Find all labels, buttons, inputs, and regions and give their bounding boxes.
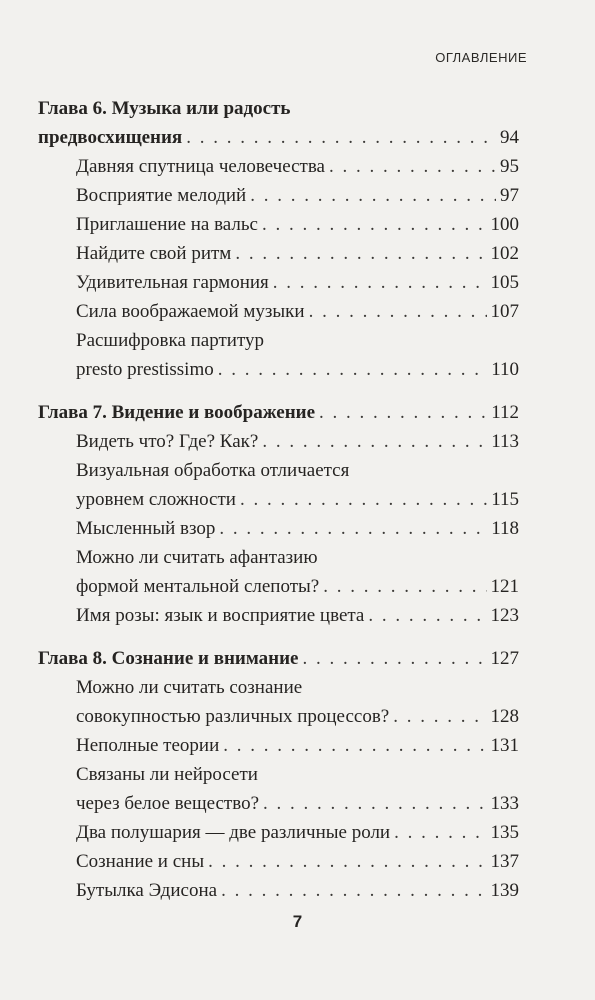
entry-title: Можно ли считать афантазию — [76, 547, 318, 568]
dot-leader — [323, 572, 486, 601]
toc-entry-line — [38, 543, 519, 572]
entry-title: Найдите свой ритм — [76, 243, 232, 264]
entry-title: через белое вещество? — [76, 793, 259, 814]
dot-leader — [329, 152, 496, 181]
dot-leader — [393, 702, 486, 731]
dot-leader — [394, 818, 486, 847]
entry-title: уровнем сложности — [76, 489, 236, 510]
entry-title: Два полушария — две различные роли — [76, 822, 391, 843]
page-ref: 131 — [490, 735, 519, 756]
toc-entry — [38, 239, 519, 268]
dot-leader — [218, 355, 487, 384]
dot-leader — [263, 789, 487, 818]
toc-entry — [38, 297, 519, 326]
dot-leader — [235, 239, 486, 268]
dot-leader — [223, 731, 486, 760]
dot-leader — [208, 847, 486, 876]
chapter-entry — [38, 644, 519, 673]
page-ref: 105 — [490, 272, 519, 293]
page-ref: 128 — [490, 706, 519, 727]
entry-title: Неполные теории — [76, 735, 220, 756]
toc-entry-line — [38, 673, 519, 702]
dot-leader — [240, 485, 487, 514]
toc-entry — [38, 181, 519, 210]
entry-title: Сила воображаемой музыки — [76, 301, 305, 322]
chapter-title: Глава 6. Музыка или радость — [38, 98, 291, 119]
page-ref: 97 — [500, 185, 519, 206]
toc-entry — [38, 210, 519, 239]
page-ref: 121 — [490, 576, 519, 597]
page-ref: 115 — [491, 489, 519, 510]
running-header: ОГЛАВЛЕНИЕ — [435, 50, 527, 65]
page-ref: 94 — [500, 127, 519, 148]
toc-entry-line — [38, 456, 519, 485]
page-number: 7 — [292, 912, 303, 931]
page-ref: 110 — [491, 359, 519, 380]
entry-title: Удивительная гармония — [76, 272, 269, 293]
dot-leader — [368, 601, 486, 630]
entry-title: Можно ли считать сознание — [76, 677, 303, 698]
dot-leader — [319, 398, 487, 427]
entry-title: Имя розы: язык и восприятие цвета — [76, 605, 365, 626]
dot-leader — [186, 123, 496, 152]
chapter-title: Глава 8. Сознание и внимание — [38, 648, 299, 669]
dot-leader — [262, 427, 487, 456]
chapter-title-line — [38, 94, 519, 123]
toc-entry — [38, 731, 519, 760]
toc-entry — [38, 789, 519, 818]
entry-title: совокупностью различных процессов? — [76, 706, 390, 727]
toc-entry — [38, 702, 519, 731]
entry-title: Восприятие мелодий — [76, 185, 247, 206]
page-ref: 100 — [490, 214, 519, 235]
chapter-title: предвосхищения — [38, 127, 183, 148]
toc-entry — [38, 485, 519, 514]
entry-title: Мысленный взор — [76, 518, 216, 539]
toc-entry — [38, 818, 519, 847]
entry-title: Сознание и сны — [76, 851, 205, 872]
entry-title: Расшифровка партитур — [76, 330, 265, 351]
chapter-entry — [38, 123, 519, 152]
dot-leader — [219, 514, 487, 543]
toc-entry — [38, 152, 519, 181]
page-ref: 112 — [491, 402, 519, 423]
entry-title: Визуальная обработка отличается — [76, 460, 350, 481]
page-ref: 137 — [490, 851, 519, 872]
dot-leader — [309, 297, 487, 326]
toc-entry — [38, 572, 519, 601]
chapter-title: Глава 7. Видение и воображение — [38, 402, 316, 423]
chapter-entry — [38, 398, 519, 427]
entry-title: Связаны ли нейросети — [76, 764, 258, 785]
toc-entry — [38, 427, 519, 456]
toc-entry-line — [38, 326, 519, 355]
toc-entry — [38, 355, 519, 384]
dot-leader — [221, 876, 486, 905]
entry-title: Приглашение на вальс — [76, 214, 258, 235]
toc-entry — [38, 847, 519, 876]
dot-leader — [250, 181, 496, 210]
page-ref: 118 — [491, 518, 519, 539]
entry-title: Давняя спутница человечества — [76, 156, 325, 177]
dot-leader — [303, 644, 487, 673]
table-of-contents — [38, 94, 519, 905]
toc-entry — [38, 601, 519, 630]
entry-title: Бутылка Эдисона — [76, 880, 218, 901]
toc-entry — [38, 876, 519, 905]
page-ref: 123 — [490, 605, 519, 626]
page-ref: 113 — [491, 431, 519, 452]
page-ref: 95 — [500, 156, 519, 177]
dot-leader — [262, 210, 487, 239]
page-ref: 102 — [490, 243, 519, 264]
toc-entry — [38, 514, 519, 543]
dot-leader — [273, 268, 487, 297]
entry-title: формой ментальной слепоты? — [76, 576, 320, 597]
entry-title: Видеть что? Где? Как? — [76, 431, 259, 452]
toc-entry — [38, 268, 519, 297]
entry-title: presto prestissimo — [76, 359, 214, 380]
page-ref: 133 — [490, 793, 519, 814]
page-ref: 107 — [490, 301, 519, 322]
page-ref: 127 — [490, 648, 519, 669]
page-ref: 139 — [490, 880, 519, 901]
page-ref: 135 — [490, 822, 519, 843]
toc-entry-line — [38, 760, 519, 789]
